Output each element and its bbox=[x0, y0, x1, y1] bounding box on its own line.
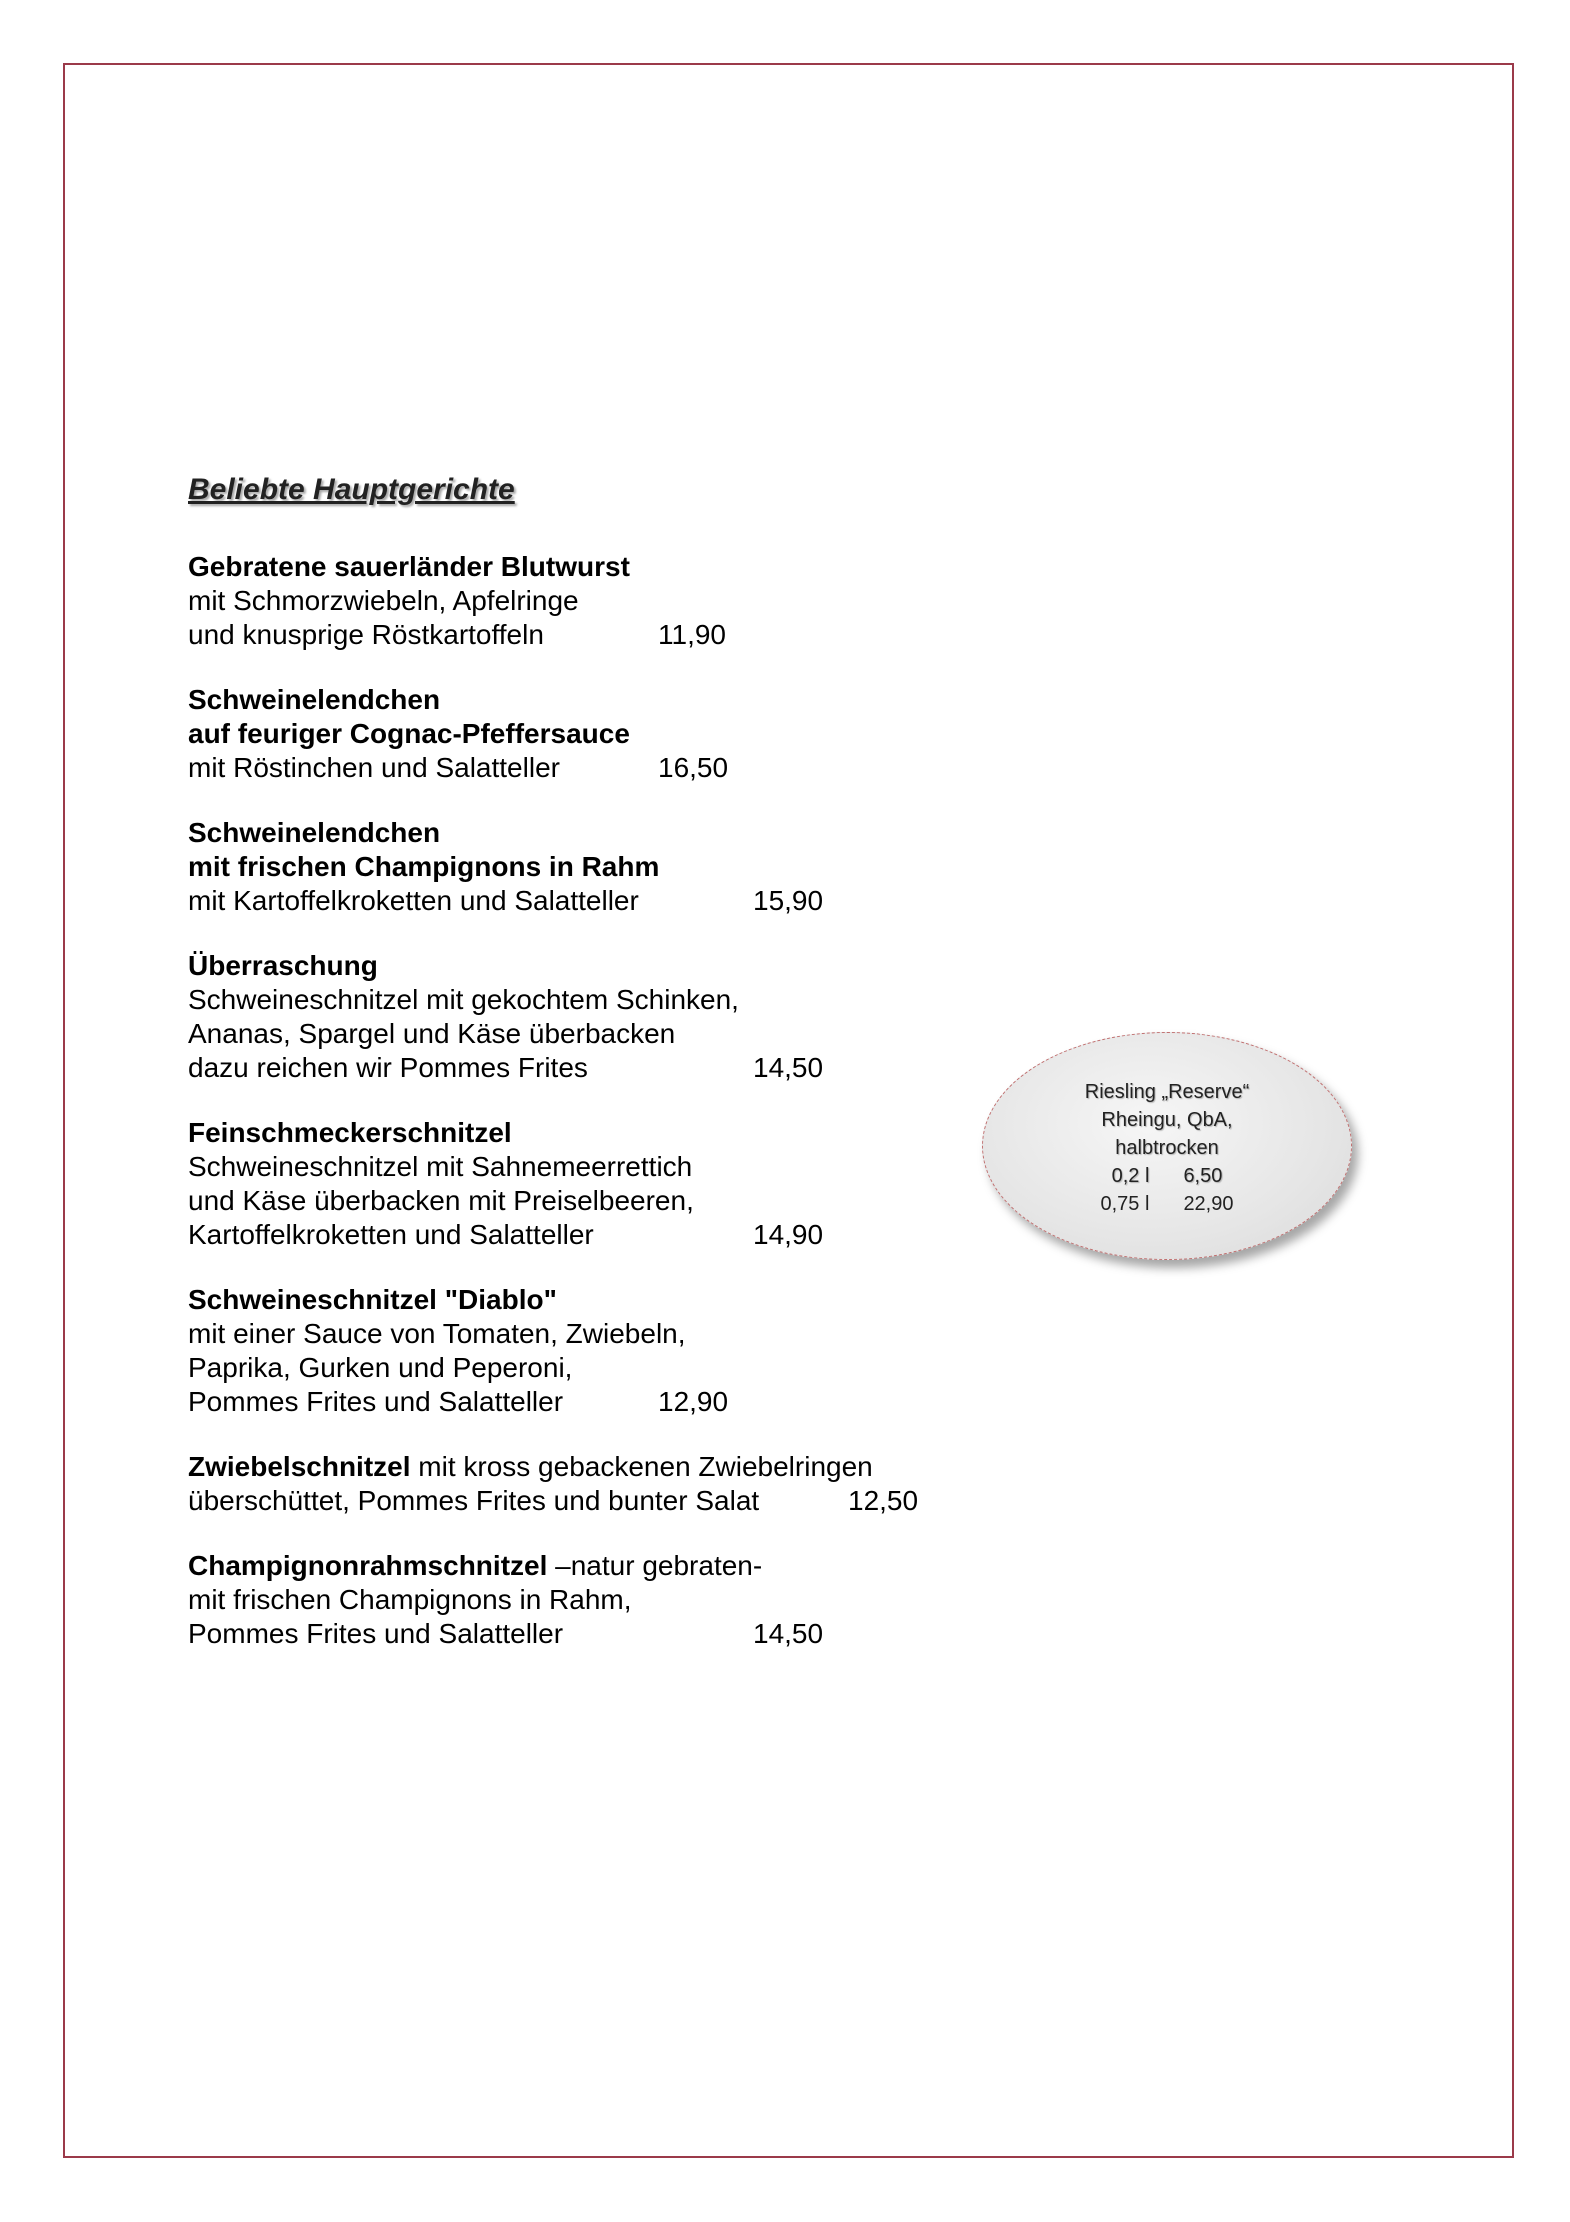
wine-size-row bbox=[983, 1162, 1351, 1190]
dish-ueberraschung bbox=[188, 949, 988, 1085]
wine-price: 6,50 bbox=[1183, 1165, 1223, 1187]
dish-name: auf feuriger Cognac-Pfeffersauce bbox=[188, 718, 630, 749]
dish-description: überschüttet, Pommes Frites und bunter Salat bbox=[188, 1485, 760, 1516]
dish-name: Champignonrahmschnitzel bbox=[188, 1550, 548, 1581]
dish-name-rest: mit kross gebackenen Zwiebelringen bbox=[410, 1451, 873, 1482]
dish-schweinelendchen-champignons bbox=[188, 816, 988, 918]
dish-heading bbox=[188, 1549, 988, 1583]
dish-description: mit Schmorzwiebeln, Apfelringe bbox=[188, 585, 579, 616]
dish-description: dazu reichen wir Pommes Frites bbox=[188, 1052, 588, 1083]
dish-name: Gebratene sauerländer Blutwurst bbox=[188, 551, 630, 582]
dish-price: 14,50 bbox=[753, 1618, 824, 1649]
wine-size: 0,2 l bbox=[1111, 1165, 1150, 1187]
dish-blutwurst bbox=[188, 550, 988, 652]
dish-description: mit Kartoffelkroketten und Salatteller bbox=[188, 885, 639, 916]
dish-description-last bbox=[188, 1051, 988, 1085]
dish-description-last bbox=[188, 1218, 988, 1252]
dish-description: Pommes Frites und Salatteller bbox=[188, 1386, 564, 1417]
dish-name: Schweineschnitzel "Diablo" bbox=[188, 1284, 557, 1315]
dish-description: Schweineschnitzel mit Sahnemeerrettich bbox=[188, 1151, 693, 1182]
dish-zwiebelschnitzel bbox=[188, 1450, 988, 1518]
wine-recommendation-badge bbox=[982, 1032, 1352, 1260]
wine-name: Riesling „Reserve“ bbox=[1084, 1081, 1250, 1103]
dish-description: mit frischen Champignons in Rahm, bbox=[188, 1584, 632, 1615]
dish-price: 12,90 bbox=[658, 1386, 729, 1417]
wine-origin: Rheingu, QbA, bbox=[1101, 1109, 1233, 1131]
dish-description-last bbox=[188, 618, 988, 652]
dish-description: Ananas, Spargel und Käse überbacken bbox=[188, 1018, 676, 1049]
wine-style: halbtrocken bbox=[1115, 1137, 1219, 1159]
dish-description: Paprika, Gurken und Peperoni, bbox=[188, 1352, 573, 1383]
dish-description-last bbox=[188, 751, 988, 785]
dish-description: mit Röstinchen und Salatteller bbox=[188, 752, 560, 783]
dish-description-last bbox=[188, 1617, 988, 1651]
dish-description-last bbox=[188, 1385, 988, 1419]
wine-details bbox=[983, 1078, 1351, 1218]
dish-champignonrahmschnitzel bbox=[188, 1549, 988, 1651]
dish-description: und Käse überbacken mit Preiselbeeren, bbox=[188, 1185, 694, 1216]
dish-heading bbox=[188, 1450, 988, 1484]
dish-name: Schweinelendchen bbox=[188, 684, 441, 715]
dish-description: und knusprige Röstkartoffeln bbox=[188, 619, 544, 650]
dish-description-last bbox=[188, 884, 988, 918]
dish-name: mit frischen Champignons in Rahm bbox=[188, 851, 660, 882]
dish-price: 16,50 bbox=[658, 752, 729, 783]
dish-description: Kartoffelkroketten und Salatteller bbox=[188, 1219, 594, 1250]
dish-feinschmeckerschnitzel bbox=[188, 1116, 988, 1252]
dish-price: 14,50 bbox=[753, 1052, 824, 1083]
dish-name: Schweinelendchen bbox=[188, 817, 441, 848]
section-title: Beliebte Hauptgerichte bbox=[188, 473, 515, 506]
dish-name-rest: –natur gebraten- bbox=[547, 1550, 763, 1581]
dish-description: mit einer Sauce von Tomaten, Zwiebeln, bbox=[188, 1318, 686, 1349]
dish-name: Überraschung bbox=[188, 950, 378, 981]
dish-description: Schweineschnitzel mit gekochtem Schinken, bbox=[188, 984, 739, 1015]
dish-price: 11,90 bbox=[658, 619, 726, 650]
dish-name: Feinschmeckerschnitzel bbox=[188, 1117, 512, 1148]
dish-price: 12,50 bbox=[848, 1485, 919, 1516]
dish-name: Zwiebelschnitzel bbox=[188, 1451, 411, 1482]
dish-diablo bbox=[188, 1283, 988, 1419]
dish-description-last bbox=[188, 1484, 988, 1518]
wine-size-row bbox=[983, 1190, 1351, 1218]
menu-section bbox=[188, 470, 988, 1651]
wine-size: 0,75 l bbox=[1100, 1193, 1150, 1215]
dish-price: 14,90 bbox=[753, 1219, 824, 1250]
dish-description: Pommes Frites und Salatteller bbox=[188, 1618, 564, 1649]
wine-price: 22,90 bbox=[1183, 1193, 1234, 1215]
dish-price: 15,90 bbox=[753, 885, 824, 916]
dish-schweinelendchen-cognac bbox=[188, 683, 988, 785]
